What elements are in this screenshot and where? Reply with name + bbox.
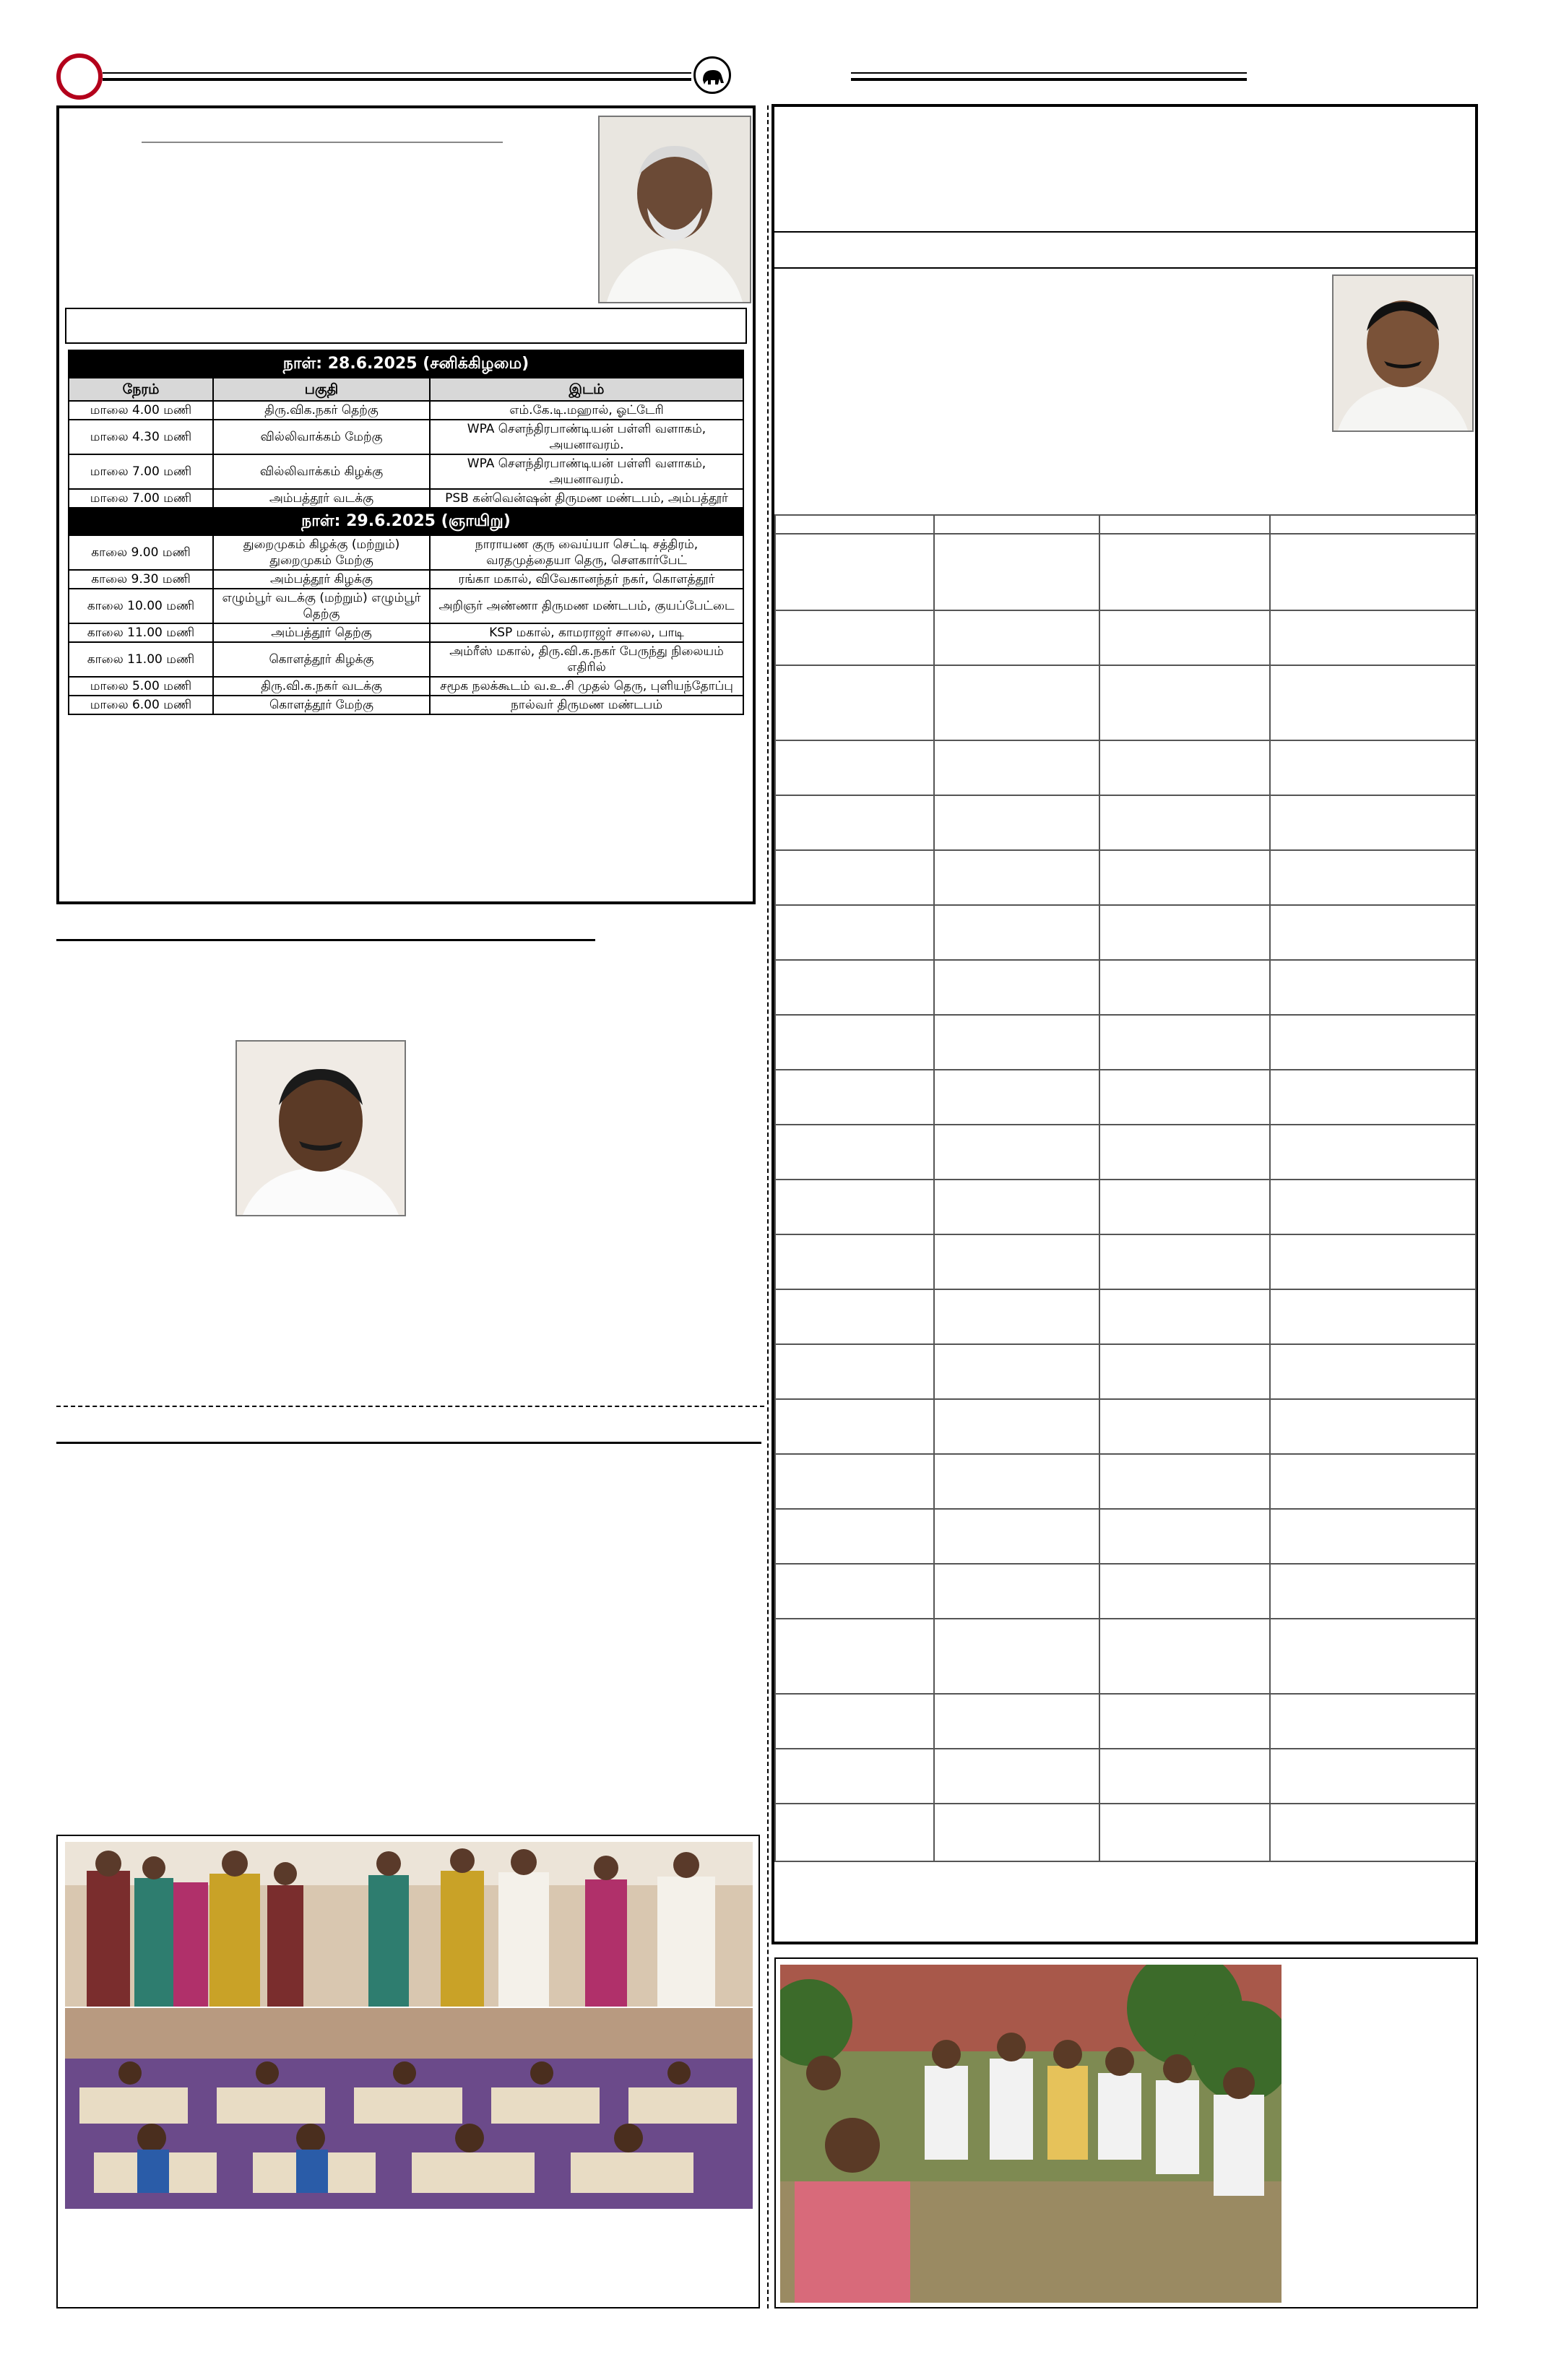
portrait-photo-2 — [235, 1040, 406, 1216]
section-rule — [56, 1442, 761, 1444]
schedule-table — [68, 350, 744, 715]
cell-area: கொளத்தூர் கிழக்கு — [213, 642, 430, 677]
table-row — [69, 489, 743, 508]
section-rule — [772, 231, 1477, 233]
cell-place: நால்வர் திருமண மண்டபம் — [430, 696, 743, 714]
cell-place: ரங்கா மகால், விவேகானந்தர் நகர், கொளத்தூர் — [430, 570, 743, 589]
meeting-photo — [780, 1965, 1281, 2303]
cell-time: மாலை 7.00 மணி — [69, 489, 213, 508]
cell-area: அம்பத்தூர் வடக்கு — [213, 489, 430, 508]
cell-time: காலை 10.00 மணி — [69, 589, 213, 623]
header-area: பகுதி — [213, 378, 430, 401]
table-row — [775, 534, 1476, 610]
elephant-icon — [693, 56, 731, 94]
masthead-circle-logo — [56, 53, 103, 100]
table-row — [69, 677, 743, 696]
cell-place: அறிஞர் அண்ணா திருமண மண்டபம், குயப்பேட்டை — [430, 589, 743, 623]
table-row — [775, 1509, 1476, 1564]
cell-time: காலை 9.30 மணி — [69, 570, 213, 589]
table-row — [69, 420, 743, 454]
table-row — [775, 960, 1476, 1015]
cell-time: மாலை 4.30 மணி — [69, 420, 213, 454]
cell-place: KSP மகால், காமராஜர் சாலை, பாடி — [430, 623, 743, 642]
cell-place: சமூக நலக்கூடம் வ.உ.சி முதல் தெரு, புளியந்தோப்பு — [430, 677, 743, 696]
table-row — [775, 1180, 1476, 1234]
table-row — [775, 1070, 1476, 1125]
masthead-rule-right — [851, 72, 1247, 81]
cell-area: கொளத்தூர் மேற்கு — [213, 696, 430, 714]
cell-place: WPA சௌந்திரபாண்டியன் பள்ளி வளாகம், அயனாவரம். — [430, 454, 743, 489]
table-row — [775, 795, 1476, 850]
headline-rule — [142, 142, 503, 143]
cell-area: திரு.வி.க.நகர் வடக்கு — [213, 677, 430, 696]
cell-area: துறைமுகம் கிழக்கு (மற்றும்) துறைமுகம் மேற்கு — [213, 535, 430, 570]
cell-area: அம்பத்தூர் கிழக்கு — [213, 570, 430, 589]
table-row — [69, 696, 743, 714]
table-row — [775, 850, 1476, 905]
table-row — [775, 1289, 1476, 1344]
section-rule — [56, 939, 595, 941]
cell-time: மாலை 5.00 மணி — [69, 677, 213, 696]
header-time: நேரம் — [69, 378, 213, 401]
column-divider — [767, 105, 769, 2308]
table-row — [775, 1399, 1476, 1454]
table-row — [775, 665, 1476, 740]
table-row — [775, 740, 1476, 795]
portrait-photo-3 — [1332, 274, 1474, 432]
cell-area: வில்லிவாக்கம் மேற்கு — [213, 420, 430, 454]
cell-place: PSB கன்வென்ஷன் திருமண மண்டபம், அம்பத்தூர் — [430, 489, 743, 508]
cell-area: திரு.விக.நகர் தெற்கு — [213, 401, 430, 420]
cell-area: வில்லிவாக்கம் கிழக்கு — [213, 454, 430, 489]
table-row — [775, 1694, 1476, 1749]
day-row — [69, 508, 743, 535]
table-row — [69, 535, 743, 570]
cell-place: நாராயண குரு வைய்யா செட்டி சத்திரம், வரதமுத்தையா தெரு, சௌகார்பேட் — [430, 535, 743, 570]
table-row — [775, 1619, 1476, 1694]
day-row — [69, 350, 743, 378]
table-row — [69, 454, 743, 489]
table-row — [775, 610, 1476, 665]
dashed-separator — [56, 1406, 764, 1407]
table-row — [775, 905, 1476, 960]
empty-grid-table — [774, 514, 1477, 1862]
cell-area: எழும்பூர் வடக்கு (மற்றும்) எழும்பூர் தெற்கு — [213, 589, 430, 623]
cell-time: மாலை 6.00 மணி — [69, 696, 213, 714]
table-row — [775, 1015, 1476, 1070]
table-row — [775, 1749, 1476, 1804]
cell-time: காலை 11.00 மணி — [69, 642, 213, 677]
header-place: இடம் — [430, 378, 743, 401]
table-row — [69, 570, 743, 589]
table-row — [69, 623, 743, 642]
table-row — [775, 1454, 1476, 1509]
cell-place: அம்ரீஸ் மகால், திரு.வி.க.நகர் பேருந்து நிலையம் எதிரில் — [430, 642, 743, 677]
portrait-photo-1 — [598, 116, 751, 303]
cell-time: மாலை 7.00 மணி — [69, 454, 213, 489]
cell-time: மாலை 4.00 மணி — [69, 401, 213, 420]
event-photo-bottom — [65, 2008, 753, 2209]
section-rule — [772, 267, 1477, 269]
cell-place: எம்.கே.டி.மஹால், ஓட்டேரி — [430, 401, 743, 420]
table-row — [69, 589, 743, 623]
table-row — [775, 1125, 1476, 1180]
table-row — [775, 1344, 1476, 1399]
caption-box — [65, 308, 747, 344]
table-row — [775, 1804, 1476, 1861]
day-label: நாள்: 29.6.2025 (ஞாயிறு) — [69, 508, 743, 535]
day-label: நாள்: 28.6.2025 (சனிக்கிழமை) — [69, 350, 743, 378]
masthead-rule-left — [103, 72, 691, 81]
cell-time: காலை 9.00 மணி — [69, 535, 213, 570]
cell-area: அம்பத்தூர் தெற்கு — [213, 623, 430, 642]
table-row — [775, 1564, 1476, 1619]
cell-time: காலை 11.00 மணி — [69, 623, 213, 642]
table-row — [69, 642, 743, 677]
table-row — [775, 1234, 1476, 1289]
table-row — [69, 401, 743, 420]
event-photo-top — [65, 1842, 753, 2007]
table-row — [775, 515, 1476, 534]
table-header-row — [69, 378, 743, 401]
cell-place: WPA சௌந்திரபாண்டியன் பள்ளி வளாகம், அயனாவரம். — [430, 420, 743, 454]
